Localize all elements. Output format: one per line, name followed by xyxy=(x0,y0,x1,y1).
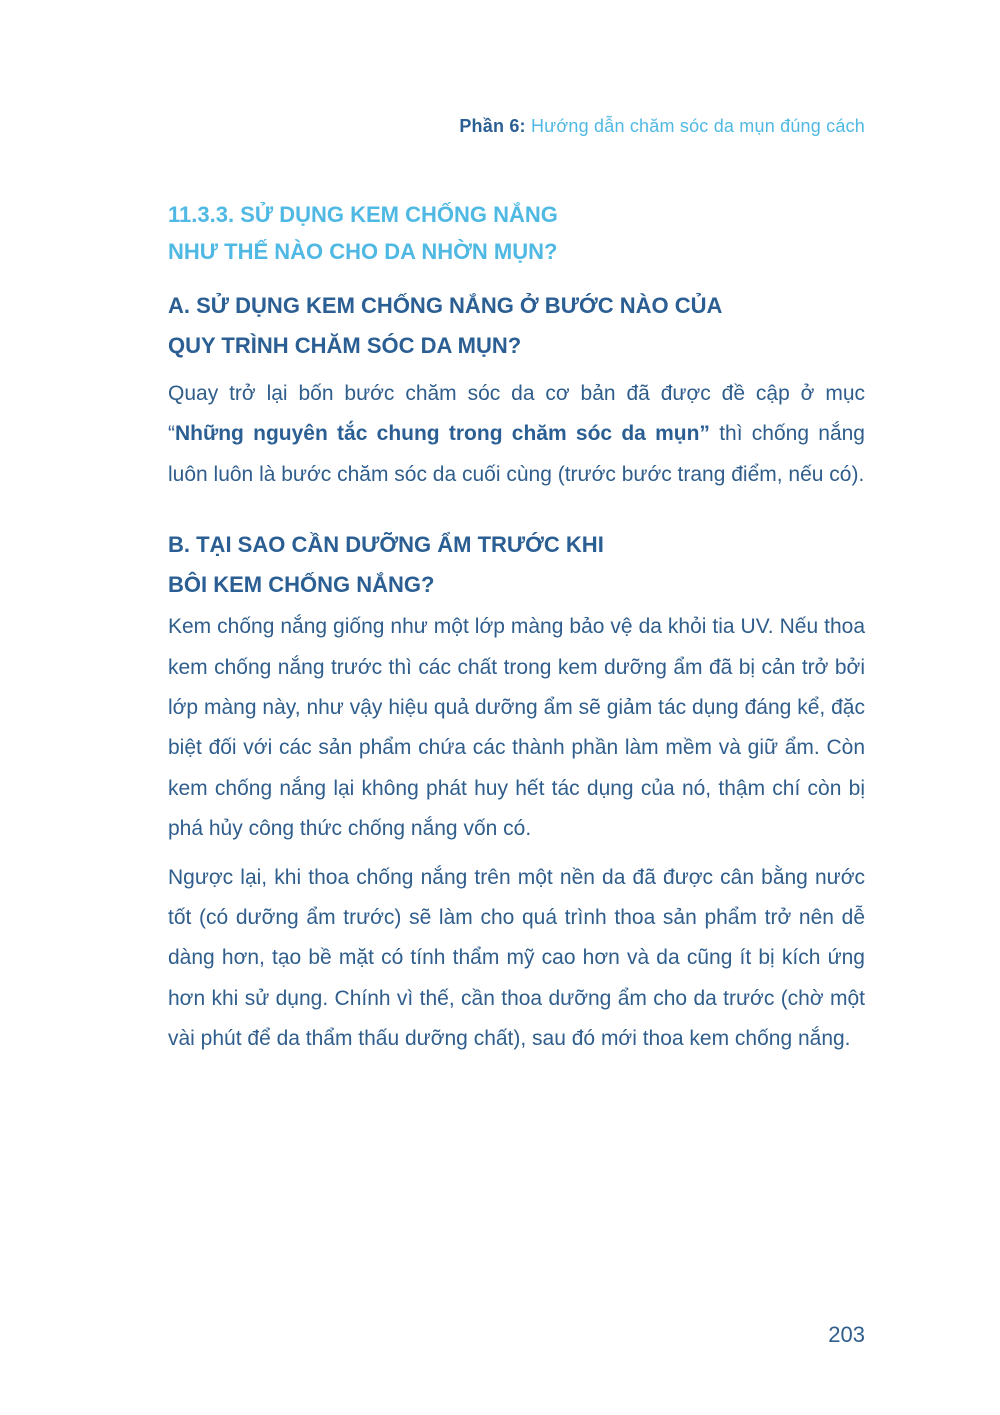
paragraph-a-text-after: thì chống nắng luôn luôn là bước chăm sóc da cuối cùng (trước bước trang điểm, nếu có). xyxy=(168,422,865,486)
subheading-b-line1: B. TẠI SAO CẦN DƯỠNG ẨM TRƯỚC KHI xyxy=(168,532,604,558)
part-label: Phần 6: xyxy=(459,116,526,136)
section-heading xyxy=(168,196,865,270)
subheading-a-line1: A. SỬ DỤNG KEM CHỐNG NẮNG Ở BƯỚC NÀO CỦA xyxy=(168,293,723,318)
page-content xyxy=(168,196,865,1060)
paragraph-a xyxy=(168,374,865,495)
paragraph-a-bold-reference: Những nguyên tắc chung trong chăm sóc da mụn” xyxy=(175,422,710,446)
subheading-a-line2: QUY TRÌNH CHĂM SÓC DA MỤN? xyxy=(168,333,522,358)
part-title: Hướng dẫn chăm sóc da mụn đúng cách xyxy=(530,116,865,136)
section-heading-line2: NHƯ THẾ NÀO CHO DA NHỜN MỤN? xyxy=(168,239,558,264)
paragraph-b2: Ngược lại, khi thoa chống nắng trên một nền da đã được cân bằng nước tốt (có dưỡng ẩm trước) sẽ làm cho quá trình thoa sản phẩm trở nên dễ dàng hơn, tạo bề mặt có tính thẩm mỹ cao hơn và da cũng ít bị kích ứng hơn khi sử dụng. Chính vì thế, cần thoa dưỡng ẩm cho da trước (chờ một vài phút để da thẩm thấu dưỡng chất), sau đó mới thoa kem chống nắng. xyxy=(168,865,865,1051)
paragraph-a-text-before: Quay trở lại bốn bước chăm sóc da cơ bản đã được đề cập ở mục “ xyxy=(168,382,865,446)
subheading-b-line2: BÔI KEM CHỐNG NẮNG? xyxy=(168,572,435,598)
subheading-b xyxy=(168,525,865,605)
section-heading-line1: 11.3.3. SỬ DỤNG KEM CHỐNG NẮNG xyxy=(168,202,558,227)
paragraph-b1: Kem chống nắng giống như một lớp màng bảo vệ da khỏi tia UV. Nếu thoa kem chống nắng trước thì các chất trong kem dưỡng ẩm đã bị cản trở bởi lớp màng này, như vậy hiệu quả dưỡng ẩm sẽ giảm tác dụng đáng kể, đặc biệt đối với các sản phẩm chứa các thành phần làm mềm và giữ ẩm. Còn kem chống nắng lại không phát huy hết tác dụng của nó, thậm chí còn bị phá hủy công thức chống nắng vốn có. xyxy=(168,615,865,841)
subheading-a xyxy=(168,286,865,366)
running-header xyxy=(459,116,865,137)
page-number: 203 xyxy=(828,1322,865,1347)
